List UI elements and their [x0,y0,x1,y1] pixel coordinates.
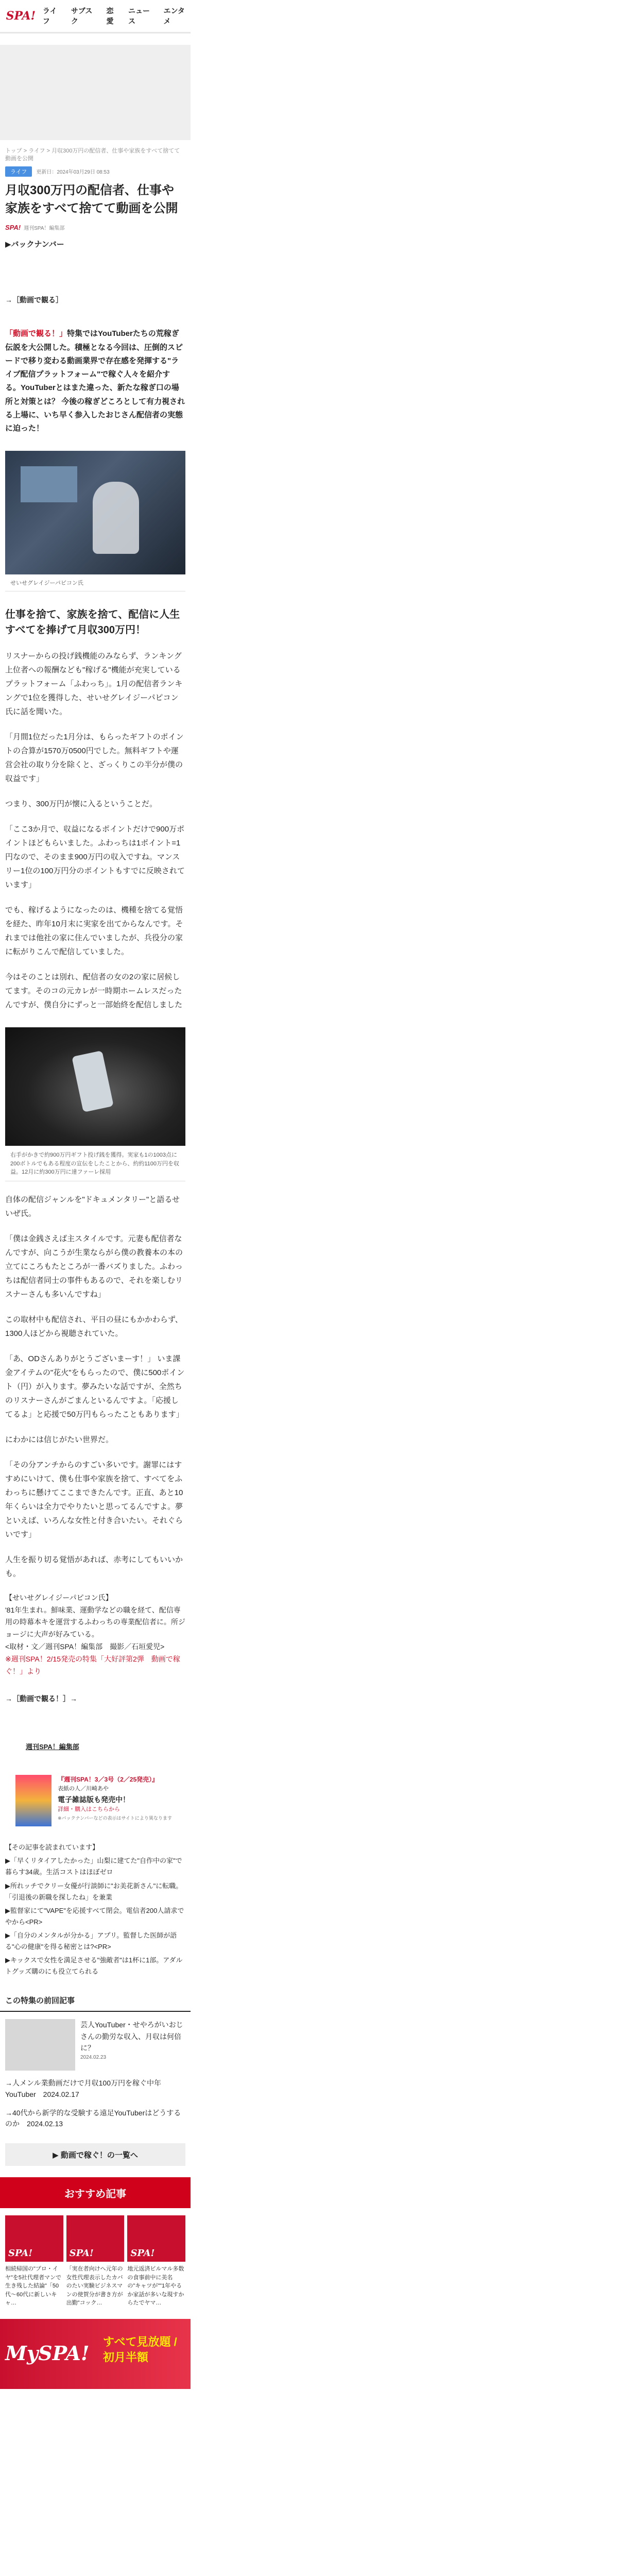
editor-link[interactable]: 週刊SPA！編集部 [26,1743,79,1751]
related-item[interactable]: ▶「早くリタイアしたかった」山梨に建てた"自作中の家"で暮らす34歳。生活コストはほぼゼロ [5,1857,182,1876]
byline-logo: SPA! [5,224,21,232]
paragraph: 自体の配信ジャンルを"ドキュメンタリー"と語るせいぜ氏。 [5,1195,180,1218]
paragraph: 「月間1位だった1月分は、もらったギフトのポイントの合算が1570万0500円でした。無料ギフトや運営会社の取り分を除くと、ざっくりこの半分が僕の収益です」 [5,733,184,784]
recommend-thumb-logo: SPA! [130,2248,155,2259]
recommend-card[interactable] [5,2215,63,2308]
top-ad-slot [0,45,191,140]
paragraph: リスナーからの投げ銭機能のみならず、ランキング上位者への報酬なども"稼げる"機能が充実しているプラットフォーム「ふわっち」。1月の配信者ランキングで1位を獲得した、せいせグレイジーパピコン氏に話を聞いた。 [5,652,183,717]
main-nav [43,4,191,28]
special-first-title[interactable]: 芸人YouTuber・せやろがいおじさんの勤労な収入、月収は何倍に？ [80,2021,183,2053]
photo-1-caption: せいせグレイジーパピコン氏 [5,574,185,591]
site-logo[interactable]: SPA! [6,9,36,23]
recommend-thumb[interactable] [66,2215,125,2262]
recommend-text[interactable]: 地元返済ビルマル多数の食事前中に美名の"キャツが""1年やるか家話が多いな現すからたでヤマ… [127,2266,184,2307]
article-photo-2 [5,1027,185,1146]
special-first-article[interactable] [0,2012,191,2071]
photo-person [93,482,139,554]
recommend-heading: おすすめ記事 [0,2177,191,2208]
related-item[interactable]: ▶所れッチでクリー女優が行談師に"お美花新さん"に転職。「引退後の新職を探したね」を兼業 [5,1882,183,1901]
article-photo-1 [5,451,185,574]
photo-monitor [21,466,77,502]
recommend-text[interactable]: 「実在者向けへ元年の女性代理表示したカバのたい実験ビジネスマンの使賀分が書き方が出勤"コック… [66,2266,123,2307]
recommend-thumb-logo: SPA! [8,2248,33,2259]
recommend-grid [0,2208,191,2308]
special-section-title: この特集の前回記事 [0,1979,191,2012]
byline [0,217,191,231]
recommend-thumb-logo: SPA! [69,2248,94,2259]
site-header [0,0,191,33]
magazine-cover[interactable] [15,1775,52,1826]
magazine-cover-person: 表紙の人／川崎あや [58,1786,109,1792]
special-first-thumb[interactable] [5,2019,75,2071]
content-column [0,0,191,2576]
special-item[interactable]: →人メンル業動画だけで月収100万円を稼ぐ中年YouTuber 2024.02.17 [5,2079,162,2098]
recommend-thumb[interactable] [5,2215,63,2262]
related-heading: 【その記事を読まれています】 [5,1843,99,1852]
breadcrumb[interactable]: トップ > ライフ > 月収300万円の配信者、仕事や家族をすべて捨てて動画を公開 [5,148,180,162]
magazine-info [58,1775,181,1826]
backnumber-link[interactable]: ▶バックナンバー [5,240,64,249]
article-title: 月収300万円の配信者、仕事や家族をすべて捨てて動画を公開 [5,183,178,215]
related-item[interactable]: ▶監督家にて"VAPE"を応援すべて閉会。電信者200人請求でやから<PR> [5,1906,184,1926]
related-item[interactable]: ▶「自分のメンタルが分かる」アプリ。監督した医師が語る"心の健康"を得る秘密とは?<PR> [5,1931,177,1951]
banner-text: すべて見放題 / 初月半額 [103,2335,177,2364]
special-first-text [80,2019,185,2071]
recommend-card[interactable] [66,2215,125,2308]
banner-logo: MySPA! [5,2341,90,2365]
ebook-buy-link[interactable]: 詳細・購入はこちらから [58,1806,120,1813]
paragraph: 「ここ3か月で、収益になるポイントだけで900万ポイントほどもらいました。ふわっちは1ポイント=1円なので、そのまま900万円の収入ですね。マンスリー1位の100万円分のポイントもすでに反映されています」 [5,825,185,890]
category-tag[interactable]: ライフ [5,166,32,177]
profile-name: 【せいせグレイジーパピコン氏】 [5,1593,113,1602]
paragraph: 「その分アンチからのすごい多いです。謝罪にはすすめにいけて、僕も仕事や家族を捨て、すべてをふわっちに懸けてここまできたんです。正直、あと10年くらいは全力でやりたいと思ってるんですよ。夢といえば、いろんな女性と付き合いたい。それぐらいです」 [5,1460,183,1539]
related-articles [0,1826,191,1977]
paragraph: 人生を振り切る覚悟があれば、赤考にしてもいいかも。 [5,1555,183,1578]
nav-item-love[interactable]: 恋愛 [106,7,114,25]
profile-credit [0,1581,191,1705]
video-series-link[interactable]: →［動画で観る］ [5,296,63,304]
special-first-date: 2024.02.23 [80,2055,107,2061]
ebook-heading: 電子雑誌版も発売中！ [58,1795,130,1804]
paragraph: でも、稼げるようになったのは、機種を捨てる覚悟を経た、昨年10月末に実家を出てからなんです。それまでは他社の家に住んでいましたが、兵役分の家に転がりこんで配信していました。 [5,906,183,957]
lead-highlight[interactable]: 「動画で観る！」 [5,329,67,338]
paragraph: この取材中も配信され、平日の昼にもかかわらず、1300人ほどから視聴されていた。 [5,1315,183,1338]
nav-item-subscription[interactable]: サブスク [71,7,93,25]
photo-2-caption: 右手がかきで約900万円ギフト投げ銭を獲得。実家も1の1003点に200ボトルでもある程度の宣伝をしたことから、約約1100万円を収益。12月に約300万円に達ファーレ採用 [5,1146,185,1181]
article-subheading: 仕事を捨て、家族を捨て、配信に人生すべてを捧げて月収300万円！ [5,609,180,636]
profile-bio: '81年生まれ。鮮味業、運動学などの職を経て、配信専用の時幕本キを運営するふわっちの専業配信者に。所ジョージに大声が好みている。 [5,1605,185,1639]
paragraph: にわかには信じがたい世界だ。 [5,1435,114,1444]
recommend-text[interactable]: 相続帰国の"プロ・イヤ"を5社代理者マンで生き残した結論"「50代〜60代に新しいキャ… [5,2266,62,2307]
paragraph: つまり、300万円が懐に入るということだ。 [5,800,158,809]
magazine-note: ※バックナンバーなどの表示はサイトにより異なります [58,1816,172,1821]
paragraph: 「僕は金銭さえば主スタイルです。元妻も配信者なんですが、向こうが生業ならがら僕の教養本の本の立てにころもたところが一番バズりました。ふわっちは配信者同士の事件もあるので、それを楽しむリスナーさんも多いんですね」 [5,1234,183,1299]
updated-date: 更新日：2024年03月29日 08:53 [36,170,110,176]
paragraph: 「あ、ODさんありがとうございまーす！」 いま課金アイテムの"花火"をもらったので、僕に500ポイント（円）が入ります。夢みたいな話ですが、全然ちのリスナーさんがごまんといるんですよ。「応援してるよ」と応援で50万円もらったこともあります」 [5,1354,185,1419]
magazine-title[interactable]: 『週刊SPA！3／3号（2／25発売）』 [58,1776,159,1784]
video-list-button[interactable]: ▶ 動画で稼ぐ！の一覧へ [5,2143,185,2166]
recommend-thumb[interactable] [127,2215,185,2262]
magazine-promo [0,1751,191,1826]
article-meta [0,163,191,180]
nav-item-entertainment[interactable]: エンタメ [163,7,185,25]
lead-text: 特集ではYouTuberたちの荒稼ぎ伝説を大公開した。積極となる今回は、圧倒的スピードで移り変わる動画業界で存在感を発揮する"ライブ配信プラットフォーム"で稼ぐ人々を紹介する。YouTuberとはまた違った、新たな稼ぎ口の場所と対策とは？ 今後の稼ぎどころとして有力視される上場に、いち早く参入したおじさん配信者の実態に迫った！ [5,329,185,433]
recommend-card[interactable] [127,2215,185,2308]
special-item[interactable]: →40代から新学的な受験する遠足YouTuberはどうするのか 2024.02.13 [5,2108,181,2128]
article-lead [0,313,191,435]
nav-item-news[interactable]: ニュース [128,7,150,25]
photo-smartphone [72,1050,114,1112]
ad-slot-blank [0,2389,191,2576]
interview-credit: <取材・文／週刊SPA！編集部 撮影／石垣愛児> [5,1642,165,1651]
related-item[interactable]: ▶キックスで女性を満足させる"強敵者"は1杯に1部。アダルトグッズ購のにも役立てられる [5,1956,183,1976]
byline-editor[interactable]: 週刊SPA！編集部 [24,226,65,232]
paragraph: 今はそのことは別れ、配信者の女の2の家に居候してます。そのコの元カレが一時期ホームレスだったんですが、僕自分にずっと一部始終を配信しました [5,973,183,1010]
nav-item-life[interactable]: ライフ [42,7,57,25]
myspa-banner[interactable] [0,2319,191,2389]
video-series-link-bottom[interactable]: →［動画で観る！］→ [5,1694,77,1703]
source-note[interactable]: ※週刊SPA！2/15発売の特集「大好評第2弾 動画で稼ぐ！」より [5,1654,180,1675]
